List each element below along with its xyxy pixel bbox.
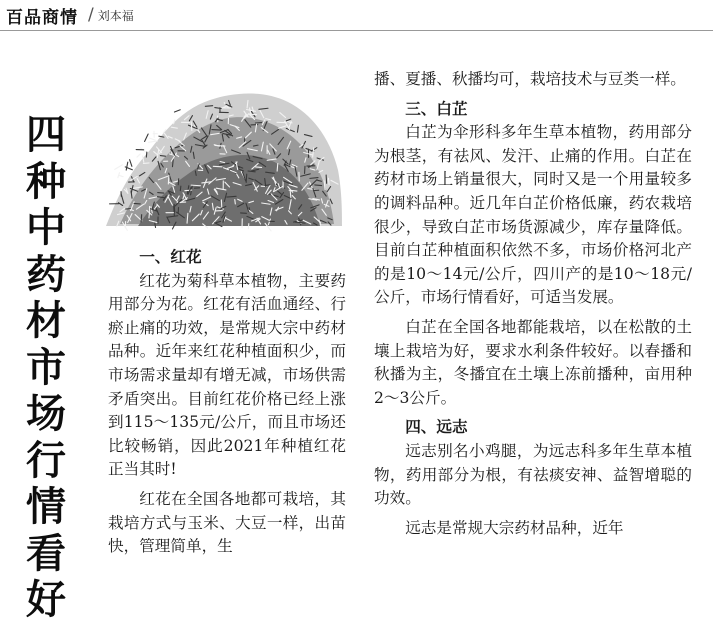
title-char: 药 [26, 251, 66, 298]
seed-pile-photo [98, 66, 346, 238]
section-name: 百品商情 [6, 7, 78, 28]
article-column-2 [374, 68, 692, 540]
seed-pile-icon [98, 66, 346, 238]
author-name: 刘本福 [97, 8, 134, 23]
title-char: 行 [26, 437, 66, 484]
vertical-title [18, 112, 74, 624]
paragraph: 远志别名小鸡腿，为远志科多年生草本植物，药用部分为根，有祛痰安神、益智增聪的功效。 [374, 441, 692, 508]
heading-polygala: 四、远志 [405, 418, 468, 437]
title-char: 场 [26, 391, 66, 437]
title-char: 好 [26, 577, 66, 623]
title-char: 市 [26, 344, 66, 391]
heading-angelica: 三、白芷 [405, 99, 468, 118]
paragraph: 白芷为伞形科多年生草本植物，药用部分为根茎，有祛风、发汗、止痛的作用。白芷在药材市场上销量很大，同时又是一个用量较多的调料品种。近几年白芷价格低廉，药农栽培很少，导致白芷市场货源减少，库存量降低。目前白芷种植面积依然不多，市场价格河北产的是10～14元/公斤，四川产的是10～18元/公斤，市场行情看好，可适当发展。 [374, 123, 692, 307]
page-header [6, 2, 134, 28]
title-char: 情 [26, 484, 66, 530]
heading-safflower: 一、红花 [139, 248, 202, 266]
paragraph-continued: 播、夏播、秋播均可，栽培技术与豆类一样。 [374, 70, 686, 88]
paragraph: 红花为菊科草本植物，主要药用部分为花。红花有活血通经、行瘀止痛的功效，是常规大宗中药材品种。近年来红花种植面积少，而市场需求量却有增无减，市场供需矛盾突出。目前红花价格已经上涨到115～135元/公斤，而且市场还比较畅销，因此2021年种植红花正当其时! [108, 271, 346, 479]
title-char: 种 [26, 158, 66, 205]
title-char: 中 [26, 205, 66, 251]
title-char: 四 [26, 112, 66, 158]
divider-slash-icon: / [88, 5, 94, 25]
paragraph: 白芷在全国各地都能栽培，以在松散的土壤上栽培为好，要求水利条件较好。以春播和秋播为主，冬播宜在土壤上冻前播种，亩用种2～3公斤。 [374, 317, 692, 407]
article-column-1 [108, 246, 346, 559]
paragraph: 远志是常规大宗药材品种，近年 [405, 518, 624, 537]
title-char: 材 [26, 298, 66, 344]
paragraph: 红花在全国各地都可栽培，其栽培方式与玉米、大豆一样，出苗快，管理简单，生 [108, 489, 346, 556]
header-rule [0, 30, 713, 31]
title-char: 看 [26, 530, 66, 577]
